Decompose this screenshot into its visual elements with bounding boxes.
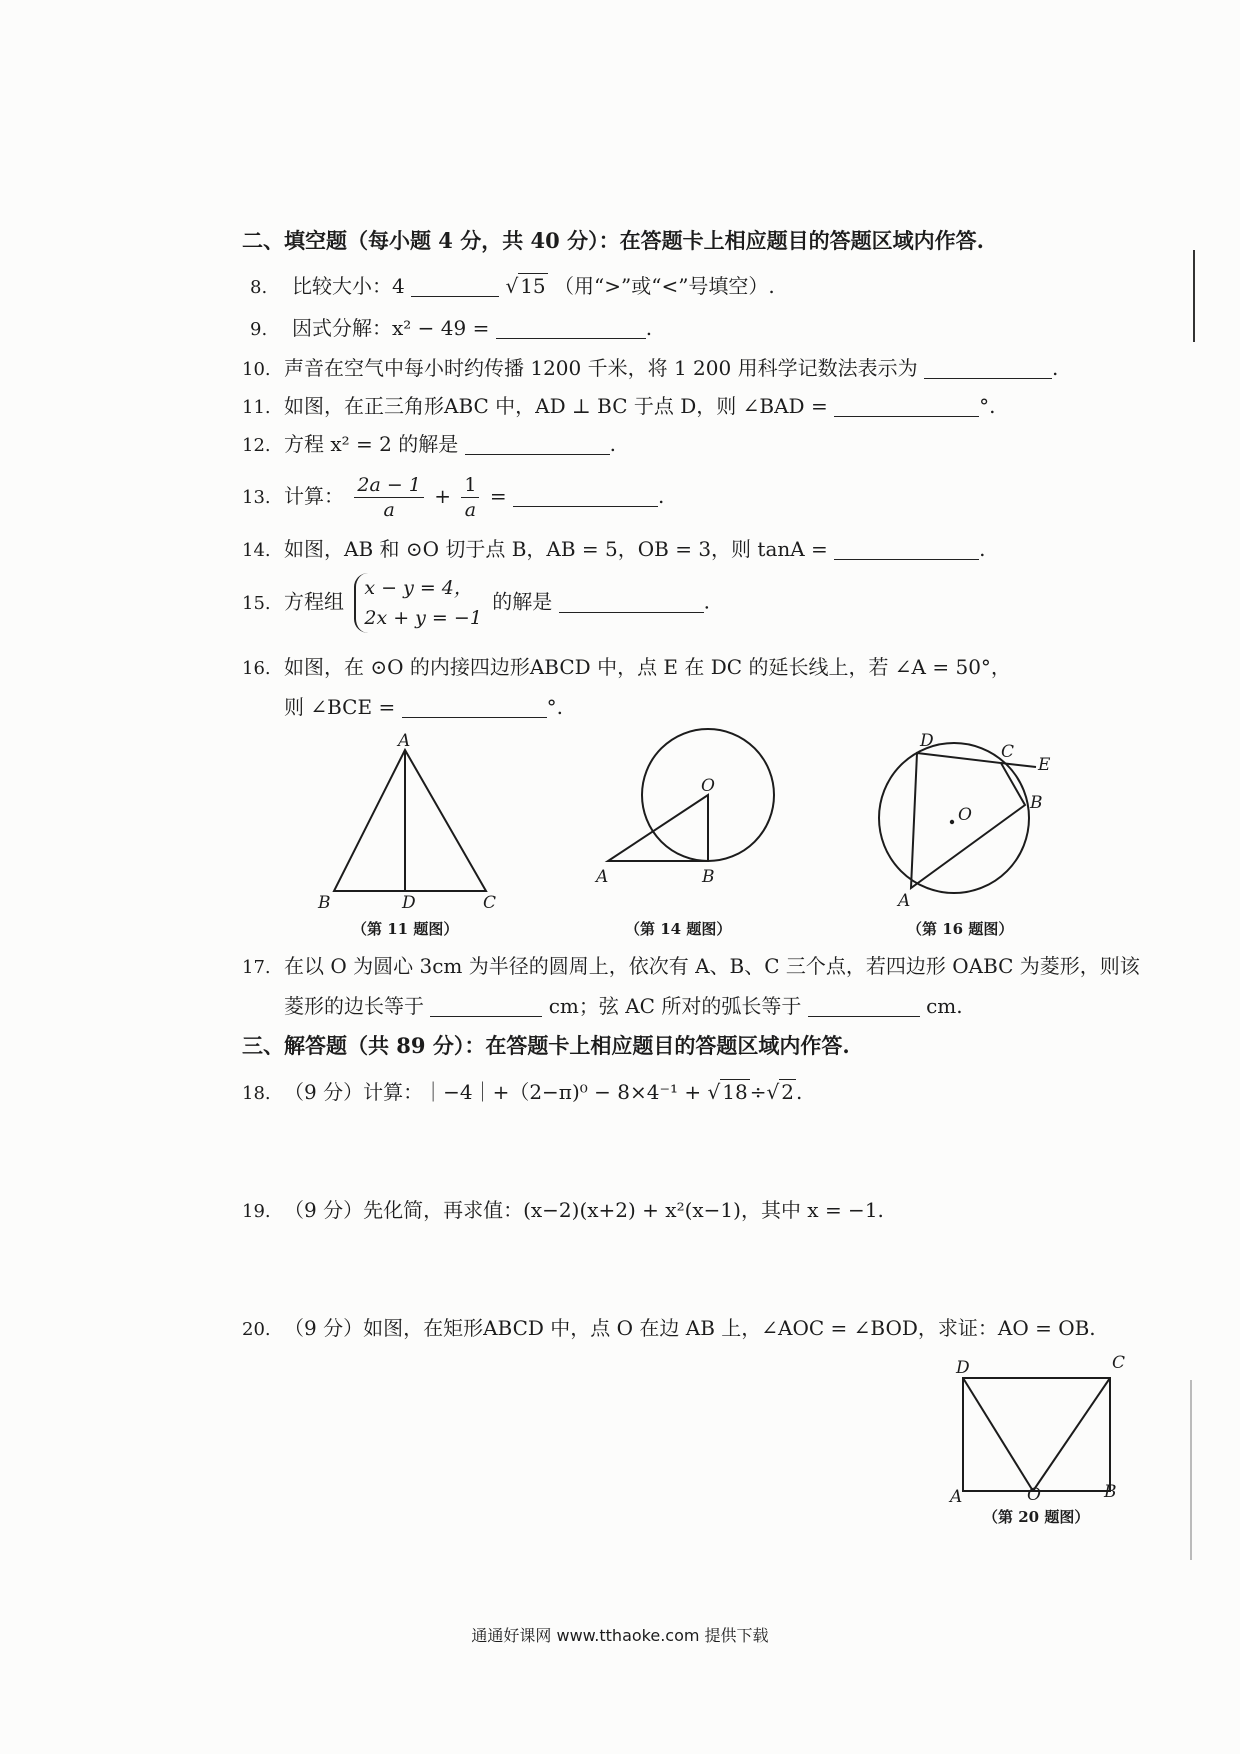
question-text-suffix: °. <box>979 394 996 418</box>
question-text: （9 分）先化简，再求值：(x−2)(x+2) + x²(x−1)，其中 x = −1. <box>284 1198 884 1222</box>
question-text-mid: cm；弦 AC 所对的弧长等于 <box>548 994 802 1018</box>
question-text-suffix: . <box>703 589 710 614</box>
label-d: D <box>402 893 416 913</box>
question-text: 如图，AB 和 ⊙O 切于点 B，AB = 5，OB = 3，则 tanA = <box>284 537 828 561</box>
question-text-suffix: （用“>”或“<”号填空）. <box>554 274 775 298</box>
equals-sign: = <box>489 484 507 508</box>
question-text: （9 分）如图，在矩形ABCD 中，点 O 在边 AB 上，∠AOC = ∠BOD，求证：AO = OB. <box>284 1316 1096 1340</box>
figure-caption: （第 11 题图） <box>352 920 459 938</box>
label-c: C <box>483 893 497 913</box>
question-text: 方程组 <box>284 589 344 614</box>
label-b: B <box>1104 1482 1117 1502</box>
question-text: 计算： <box>284 484 344 508</box>
equation-2: 2x + y = −1 <box>364 607 482 629</box>
label-b: B <box>1030 793 1043 813</box>
question-text-suffix: . <box>609 432 616 456</box>
fraction-denominator: a <box>383 499 395 521</box>
label-o: O <box>1027 1485 1041 1505</box>
section-header-fill: 二、填空题（每小题 4 分，共 40 分）：在答题卡上相应题目的答题区域内作答. <box>242 228 984 253</box>
question-number: 9. <box>250 319 268 340</box>
sqrt-radicand: 15 <box>520 274 546 298</box>
equation-1: x − y = 4， <box>364 577 473 599</box>
question-text: （9 分）计算：｜−4｜+（2−π)⁰ − 8×4⁻¹ + <box>284 1080 702 1104</box>
question-text: 如图，在正三角形ABC 中，AD ⊥ BC 于点 D，则 ∠BAD = <box>284 394 828 418</box>
question-text: 则 ∠BCE = <box>284 695 396 719</box>
segment-od <box>963 1378 1033 1491</box>
sqrt-radicand: 18 <box>722 1080 748 1104</box>
segment-oc <box>1033 1378 1110 1491</box>
question-text: 如图，在 ⊙O 的内接四边形ABCD 中，点 E 在 DC 的延长线上，若 ∠A = 50°， <box>284 655 1011 679</box>
label-a: A <box>398 731 411 751</box>
question-number: 12. <box>242 435 271 456</box>
figure-caption: （第 14 题图） <box>625 920 732 938</box>
question-number: 20. <box>242 1319 271 1340</box>
label-a: A <box>596 867 609 887</box>
plus-sign: + <box>434 484 451 508</box>
question-number: 18. <box>242 1083 271 1104</box>
fraction-numerator: 1 <box>461 473 479 498</box>
label-d: D <box>956 1358 970 1378</box>
question-number: 10. <box>242 359 271 380</box>
question-number: 14. <box>242 540 271 561</box>
figure-caption: （第 20 题图） <box>983 1508 1090 1526</box>
question-number: 19. <box>242 1201 271 1222</box>
label-c: C <box>1112 1353 1126 1373</box>
question-text-suffix: . <box>657 484 665 508</box>
question-number: 13. <box>242 487 271 508</box>
section-header-solve: 三、解答题（共 89 分）：在答题卡上相应题目的答题区域内作答. <box>242 1033 850 1058</box>
label-b: B <box>318 893 331 913</box>
rectangle-abcd <box>963 1378 1110 1491</box>
divide-sign: ÷ <box>749 1080 767 1104</box>
question-text-suffix: . <box>979 537 986 561</box>
question-text: 在以 O 为圆心 3cm 为半径的圆周上，依次有 A、B、C 三个点，若四边形 OABC 为菱形，则该 <box>284 954 1140 978</box>
question-8: 8. 比较大小：4 √ 15 （用“>”或“<”号填空）. <box>250 272 775 302</box>
question-number: 17. <box>242 957 271 978</box>
question-number: 11. <box>242 397 271 418</box>
figure-caption: （第 16 题图） <box>907 920 1014 938</box>
sqrt-radicand: 2 <box>781 1080 794 1104</box>
label-e: E <box>1038 755 1051 775</box>
question-text: 比较大小：4 <box>292 274 405 298</box>
label-a: A <box>950 1487 963 1507</box>
fraction-denominator: a <box>464 499 477 521</box>
question-text-suffix: . <box>645 316 653 340</box>
label-o: O <box>701 776 715 796</box>
question-number: 15. <box>242 592 271 614</box>
question-text: 声音在空气中每小时约传播 1200 千米，将 1 200 用科学记数法表示为 <box>284 356 918 380</box>
question-text-suffix: . <box>1051 356 1059 380</box>
label-d: D <box>920 731 934 751</box>
fraction-numerator: 2a − 1 <box>354 473 424 498</box>
question-18: 18. （9 分）计算：｜−4｜+（2−π)⁰ − 8×4⁻¹ + √ 18 ÷√ 2 . <box>242 1078 802 1108</box>
question-text: 菱形的边长等于 <box>284 994 424 1018</box>
question-text-mid: 的解是 <box>492 589 553 614</box>
label-c: C <box>1001 742 1015 762</box>
label-a: A <box>898 891 911 911</box>
question-number: 16. <box>242 658 271 679</box>
question-text: 方程 x² = 2 的解是 <box>284 432 459 456</box>
footer-watermark: 通通好课网 www.tthaoke.com 提供下载 <box>471 1626 769 1645</box>
question-text-suffix: °. <box>546 695 563 719</box>
question-text: 因式分解：x² − 49 = <box>292 316 490 340</box>
question-text-suffix: . <box>795 1080 803 1104</box>
question-number: 8. <box>250 277 268 298</box>
question-text-suffix: cm. <box>926 994 963 1018</box>
label-o: O <box>958 805 972 825</box>
label-b: B <box>702 867 715 887</box>
